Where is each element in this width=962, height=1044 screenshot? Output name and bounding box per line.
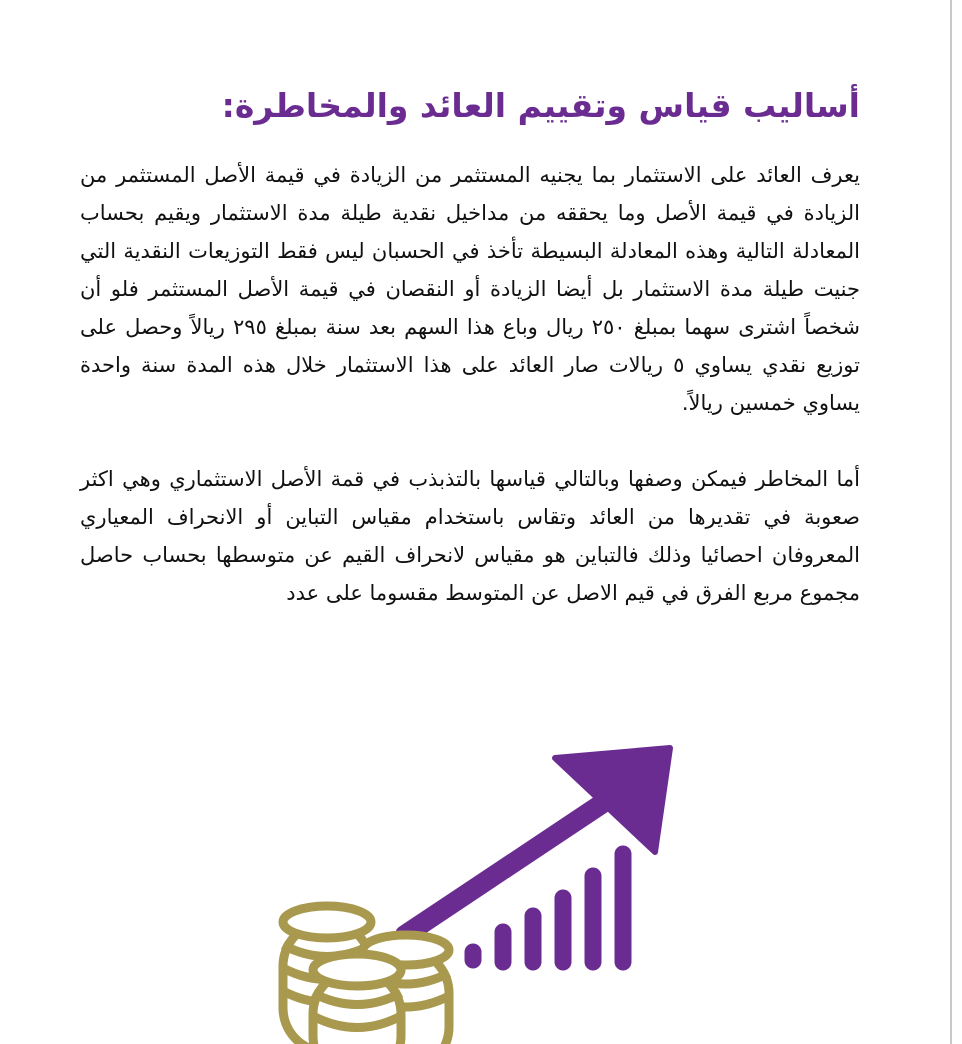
page-edge-line (950, 0, 952, 1044)
page-title: أساليب قياس وتقييم العائد والمخاطرة: (221, 86, 860, 125)
paragraph-returns: يعرف العائد على الاستثمار بما يجنيه المستثمر من الزيادة في قيمة الأصل المستثمر من الزيادة في قيمة الأصل وما يحققه من مداخيل نقدية طيلة مدة الاستثمار ويقيم بحساب المعادلة التالية وهذه المعادلة البسيطة تأخذ في الحسبان ليس فقط التوزيعات النقدية التي جنيت طيلة مدة الاستثمار بل أيضا الزيادة أو النقصان في قيمة الأصل المستثمر فلو أن شخصاً اشترى سهما بمبلغ ٢٥٠ ريال وباع هذا السهم بعد سنة بمبلغ ٢٩٥ ريالاً وحصل على توزيع نقدي يساوي ٥ ريالات صار العائد على هذا الاستثمار خلال هذه المدة سنة واحدة يساوي خمسين ريالاً. (80, 163, 860, 415)
article (80, 78, 860, 612)
growth-arrow-icon (405, 748, 670, 962)
paragraph-risks: أما المخاطر فيمكن وصفها وبالتالي قياسها بالتذبذب في قمة الأصل الاستثماري وهي اكثر صعوبة في تقديرها من العائد وتقاس باستخدام مقياس التباين أو الانحراف المعياري المعروفان احصائيا وذلك فالتباين هو مقياس لانحراف القيم عن متوسطها بحساب حاصل مجموع مربع الفرق في قيم الاصل عن المتوسط مقسوما على عدد (80, 467, 860, 605)
coins-growth-chart-icon (255, 740, 685, 1044)
